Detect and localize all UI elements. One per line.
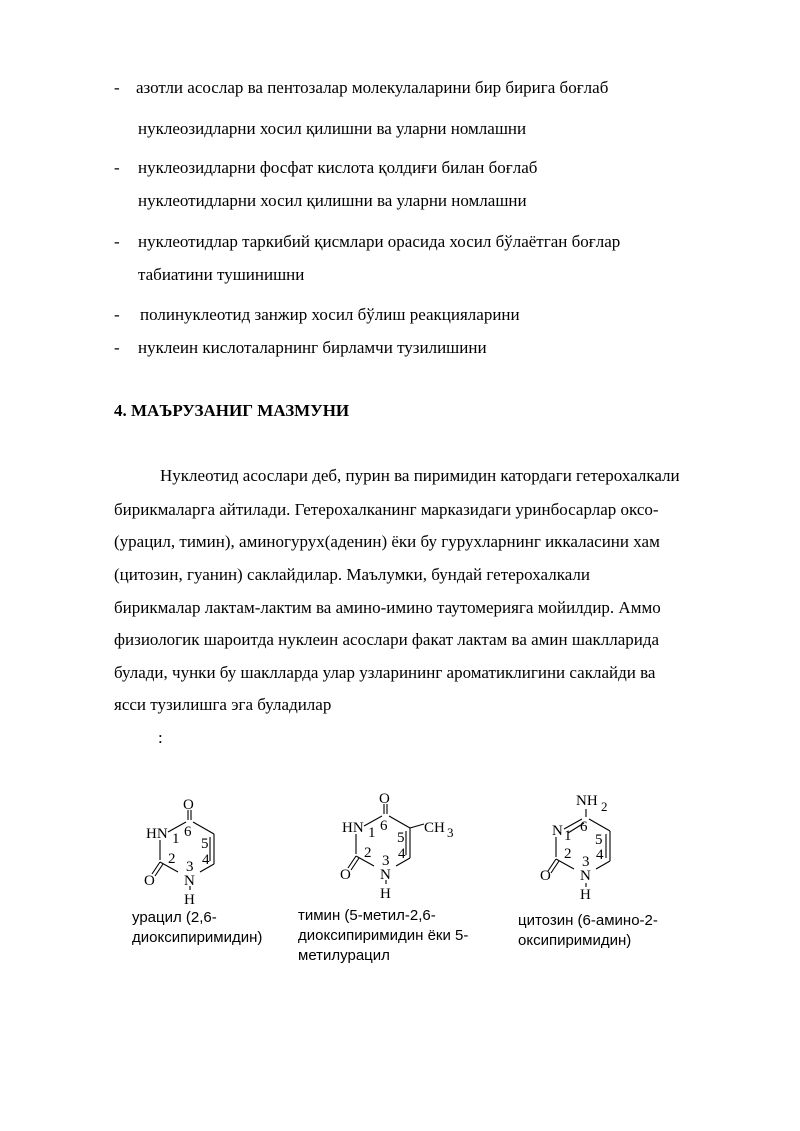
objective-4-line-1: полинуклеотид занжир хосил бўлиш реакцияларини bbox=[140, 305, 520, 324]
cytosine-structure bbox=[534, 787, 654, 907]
uracil-num-3: 3 bbox=[186, 859, 194, 875]
paragraph-line: (урацил, тимин), аминогурух(аденин) ёки бу гурухларнинг иккаласини хам bbox=[114, 532, 660, 551]
paragraph-line: ясси тузилишга эга буладилар bbox=[114, 695, 332, 714]
paragraph-line: Нуклеотид асослари деб, пурин ва пиримидин катордаги гетерохалкали bbox=[160, 466, 680, 485]
thymine-num-3: 3 bbox=[382, 853, 390, 869]
uracil-oxygen-2: O bbox=[144, 873, 155, 889]
thymine-structure bbox=[334, 784, 474, 904]
bullet-dash: - bbox=[114, 232, 120, 251]
caption-line: оксипиримидин) bbox=[518, 932, 632, 949]
thymine-oxygen-2: O bbox=[340, 867, 351, 883]
bullet-dash: - bbox=[114, 78, 120, 97]
cytosine-num-2: 2 bbox=[564, 846, 572, 862]
objective-2-line-2: нуклеотидларни хосил қилишни ва уларни номлашни bbox=[138, 191, 527, 210]
uracil-oxygen-top: O bbox=[183, 797, 194, 813]
objective-1-line-1: азотли асослар ва пентозалар молекулаларини бир бирига боғлаб bbox=[136, 78, 609, 97]
caption-line: диоксипиримидин) bbox=[132, 929, 263, 946]
uracil-num-4: 4 bbox=[202, 852, 210, 868]
thymine-hn: HN bbox=[342, 820, 364, 836]
objective-5-line-1: нуклеин кислоталарнинг бирламчи тузилишини bbox=[138, 338, 487, 357]
caption-line: диоксипиримидин ёки 5- bbox=[298, 927, 469, 944]
objective-2-line-1: нуклеозидларни фосфат кислота қолдиғи билан боғлаб bbox=[138, 158, 538, 177]
objective-3-line-2: табиатини тушинишни bbox=[138, 265, 305, 284]
cytosine-num-1: 1 bbox=[564, 828, 572, 844]
cytosine-nh-subscript: 2 bbox=[601, 799, 608, 814]
uracil-structure bbox=[138, 790, 258, 910]
thymine-caption bbox=[298, 906, 468, 966]
thymine-hydrogen: H bbox=[380, 886, 391, 902]
uracil-num-6: 6 bbox=[184, 824, 192, 840]
paragraph-line: физиологик шароитда нуклеин асослари факат лактам ва амин шаклларида bbox=[114, 630, 660, 649]
thymine-methyl: CH bbox=[424, 820, 445, 836]
cytosine-n3: N bbox=[580, 868, 591, 884]
uracil-hydrogen: H bbox=[184, 892, 195, 908]
caption-line: метилурацил bbox=[298, 947, 390, 964]
paragraph-line: бирикмалар лактам-лактим ва амино-имино таутомерияга мойилдир. Аммо bbox=[114, 598, 661, 617]
bullet-dash: - bbox=[114, 338, 120, 357]
thymine-num-5: 5 bbox=[397, 830, 405, 846]
paragraph-line: бирикмаларга айтилади. Гетерохалканинг марказидаги уринбосарлар оксо- bbox=[114, 500, 659, 519]
cytosine-caption bbox=[518, 911, 658, 951]
thymine-num-6: 6 bbox=[380, 818, 388, 834]
cytosine-num-3: 3 bbox=[582, 854, 590, 870]
cytosine-n1: N bbox=[552, 823, 563, 839]
uracil-num-2: 2 bbox=[168, 851, 176, 867]
objective-1-line-2: нуклеозидларни хосил қилишни ва уларни номлашни bbox=[138, 119, 527, 138]
thymine-oxygen-top: O bbox=[379, 791, 390, 807]
uracil-hn: HN bbox=[146, 826, 168, 842]
cytosine-oxygen-2: O bbox=[540, 868, 551, 884]
bullet-dash: - bbox=[114, 158, 120, 177]
cytosine-num-4: 4 bbox=[596, 847, 604, 863]
thymine-num-2: 2 bbox=[364, 845, 372, 861]
caption-line: тимин (5-метил-2,6- bbox=[298, 907, 436, 924]
uracil-n3: N bbox=[184, 873, 195, 889]
uracil-num-1: 1 bbox=[172, 831, 180, 847]
caption-line: урацил (2,6- bbox=[132, 909, 217, 926]
section-heading: 4. МАЪРУЗАНИГ МАЗМУНИ bbox=[114, 401, 350, 420]
paragraph-line: (цитозин, гуанин) саклайдилар. Маълумки, бундай гетерохалкали bbox=[114, 565, 590, 584]
colon-mark: : bbox=[158, 728, 163, 747]
thymine-n3: N bbox=[380, 867, 391, 883]
cytosine-nh: NH bbox=[576, 793, 598, 809]
cytosine-num-6: 6 bbox=[580, 819, 588, 835]
thymine-num-4: 4 bbox=[398, 846, 406, 862]
caption-line: цитозин (6-амино-2- bbox=[518, 912, 658, 929]
bullet-dash: - bbox=[114, 305, 120, 324]
objective-3-line-1: нуклеотидлар таркибий қисмлари орасида хосил бўлаётган боғлар bbox=[138, 232, 621, 251]
thymine-num-1: 1 bbox=[368, 825, 376, 841]
cytosine-num-5: 5 bbox=[595, 832, 603, 848]
thymine-methyl-subscript: 3 bbox=[447, 825, 454, 840]
paragraph-line: булади, чунки бу шаклларда улар узларининг ароматиклигини саклайди ва bbox=[114, 663, 656, 682]
uracil-num-5: 5 bbox=[201, 836, 209, 852]
cytosine-hydrogen: H bbox=[580, 887, 591, 903]
uracil-caption bbox=[132, 908, 262, 948]
